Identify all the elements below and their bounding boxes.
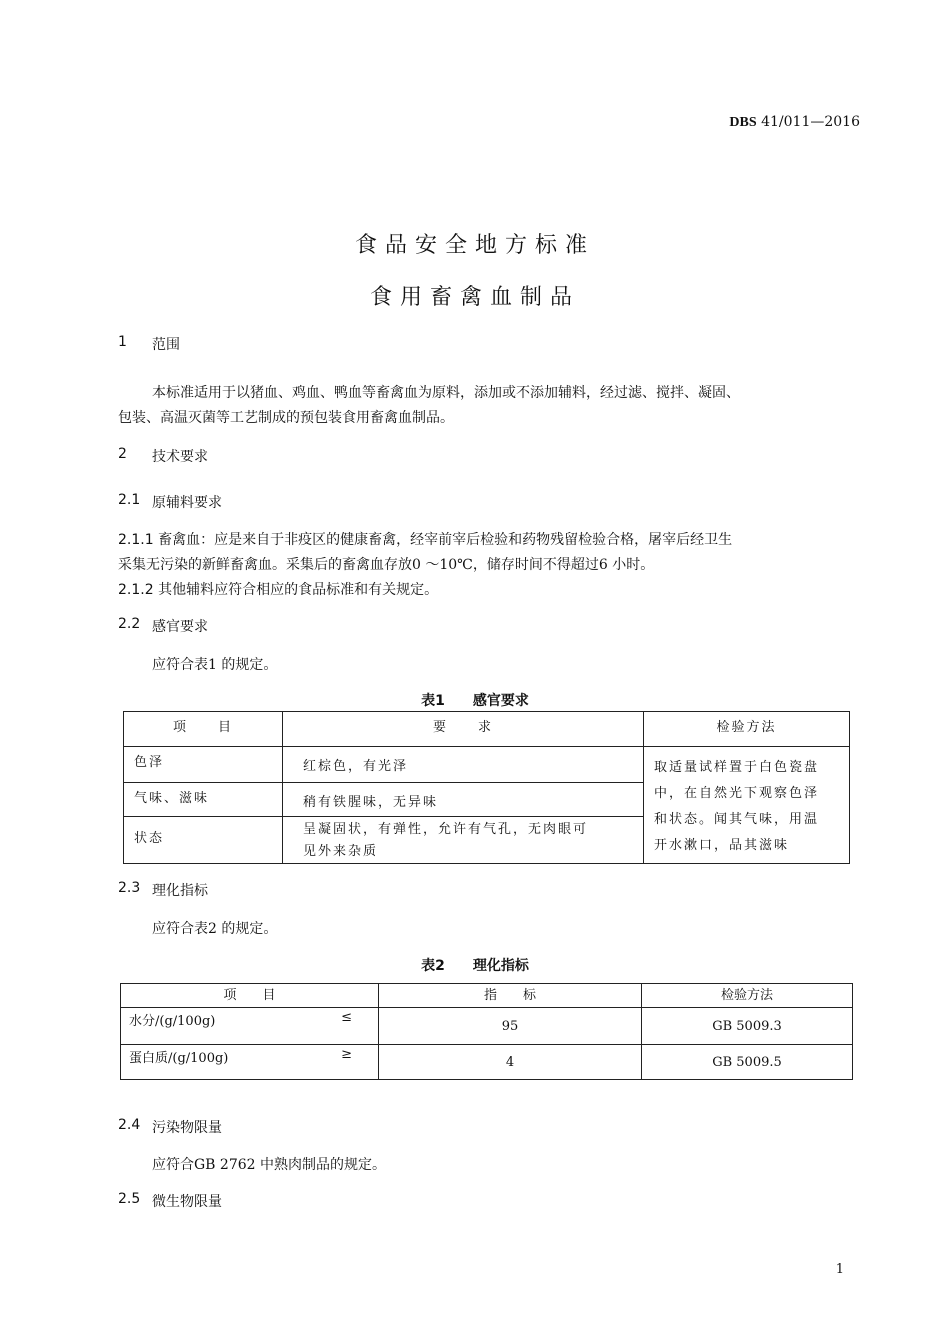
section-2-1-title: 原辅料要求 [152,495,222,511]
operator: ≥ [341,1047,352,1062]
section-1-para-line1: 本标准适用于以猪血、鸡血、鸭血等畜禽血为原料，添加或不添加辅料，经过滤、搅拌、凝固、 [152,385,740,401]
table-row [121,1008,853,1045]
section-2-4-ref: 应符合GB 2762 中熟肉制品的规定。 [152,1157,387,1173]
document-number: DBS 41/011—2016 [729,114,860,130]
table1-header-method: 检验方法 [644,712,850,747]
section-1-title: 范围 [152,337,180,353]
table2-cell-item [121,1008,379,1045]
table1-cell-requirement: 稍有铁腥味，无异味 [283,783,644,817]
section-2-3-ref: 应符合表2 的规定。 [152,921,278,937]
section-2-1-number: 2.1 [118,492,141,508]
section-2-2-number: 2.2 [118,616,141,632]
section-2-2-ref: 应符合表1 的规定。 [152,657,278,673]
section-2-number: 2 [118,446,127,462]
table1-cell-item: 气味、滋味 [124,783,283,817]
table2-cell-value: 4 [379,1045,642,1080]
item-2-1-1-cont: 采集无污染的新鲜畜禽血。采集后的畜禽血存放0 ～10℃，储存时间不得超过6 小时。 [118,557,655,573]
item-label: 蛋白质/(g/100g) [129,1051,229,1066]
table2-header-value: 指 标 [379,984,642,1008]
table2-cell-method: GB 5009.5 [642,1045,853,1080]
item-label: 水分/(g/100g) [129,1014,216,1029]
table-row [121,1045,853,1080]
table1-cell-requirement: 红棕色，有光泽 [283,747,644,783]
document-title: 食品安全地方标准 [354,233,595,258]
table2-header-item: 项 目 [121,984,379,1008]
section-2-4-number: 2.4 [118,1117,141,1133]
requirement-line: 呈凝固状，有弹性，允许有气孔，无肉眼可 [303,822,589,837]
table1-caption: 表1 感官要求 [421,693,529,709]
section-2-title: 技术要求 [152,449,208,465]
table1-cell-item: 色泽 [124,747,283,783]
table1-cell-item: 状态 [124,817,283,864]
table-row [124,747,850,783]
table2 [120,983,853,1080]
item-2-1-1: 2.1.1 畜禽血：应是来自于非疫区的健康畜禽，经宰前宰后检验和药物残留检验合格，屠宰后经卫生 [118,532,733,548]
table2-header-method: 检验方法 [642,984,853,1008]
item-2-1-2: 2.1.2 其他辅料应符合相应的食品标准和有关规定。 [118,582,439,598]
section-2-5-number: 2.5 [118,1191,141,1207]
table1-cell-method [644,747,850,864]
table1-header-item: 项 目 [124,712,283,747]
method-line: 开水漱口，品其滋味 [654,838,790,853]
method-line: 中，在自然光下观察色泽 [654,786,820,801]
table2-cell-value: 95 [379,1008,642,1045]
table2-caption: 表2 理化指标 [421,958,529,974]
section-1-number: 1 [118,334,127,350]
table1-cell-requirement [283,817,644,864]
section-2-2-title: 感官要求 [152,619,208,635]
requirement-line: 见外来杂质 [303,844,379,859]
section-1-para-line2: 包装、高温灭菌等工艺制成的预包装食用畜禽血制品。 [118,410,454,426]
section-2-5-title: 微生物限量 [152,1194,222,1210]
operator: ≤ [341,1010,352,1025]
section-2-4-title: 污染物限量 [152,1120,222,1136]
section-2-3-title: 理化指标 [152,883,208,899]
section-2-3-number: 2.3 [118,880,141,896]
table2-cell-method: GB 5009.3 [642,1008,853,1045]
table1 [123,711,850,864]
table2-cell-item [121,1045,379,1080]
table1-header-requirement: 要 求 [283,712,644,747]
method-line: 和状态。闻其气味，用温 [654,812,820,827]
page-number: 1 [835,1262,844,1277]
method-line: 取适量试样置于白色瓷盘 [654,760,820,775]
document-subtitle: 食用畜禽血制品 [369,285,580,310]
